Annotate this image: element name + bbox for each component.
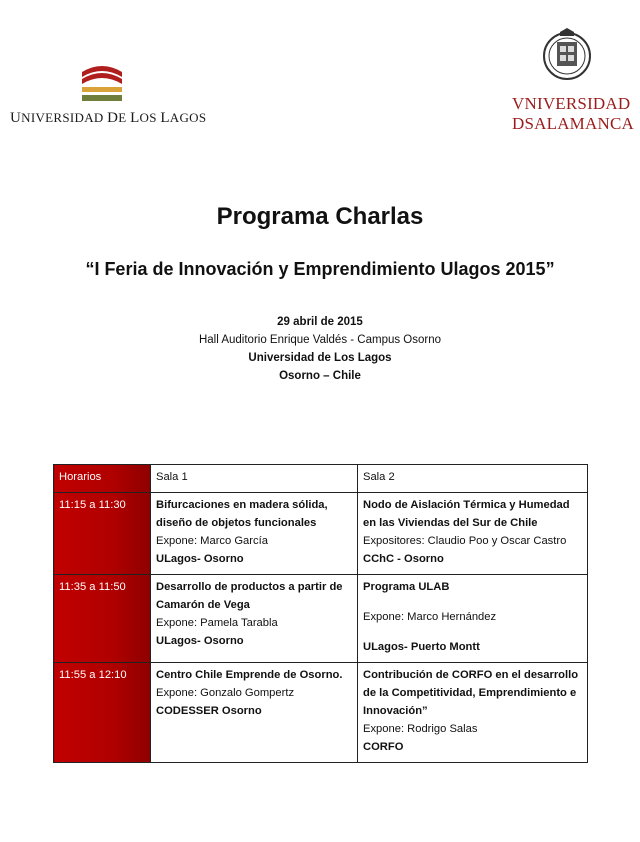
talk-speaker: Expone: Pamela Tarabla xyxy=(156,617,278,629)
time-cell: 11:55 a 12:10 xyxy=(54,663,151,763)
talk-title: Centro Chile Emprende de Osorno. xyxy=(156,669,343,681)
sala2-cell xyxy=(358,663,588,763)
table-row xyxy=(54,493,588,575)
talk-org: CORFO xyxy=(363,741,404,753)
talk-org: ULagos- Puerto Montt xyxy=(363,641,480,653)
table-header-row xyxy=(54,465,588,493)
sala2-cell xyxy=(358,575,588,663)
usal-seal-icon xyxy=(542,28,592,82)
talk-speaker: Expositores: Claudio Poo y Oscar Castro xyxy=(363,535,567,547)
page-title: Programa Charlas xyxy=(216,203,424,230)
talk-org: ULagos- Osorno xyxy=(156,553,244,565)
talk-speaker: Expone: Rodrigo Salas xyxy=(363,723,478,735)
event-info xyxy=(0,313,640,385)
sala2-cell xyxy=(358,493,588,575)
talk-title: Bifurcaciones en madera sólida, diseño de objetos funcionales xyxy=(156,499,328,529)
talk-speaker: Expone: Marco García xyxy=(156,535,268,547)
header-sala-1: Sala 1 xyxy=(151,465,358,493)
talk-title: Nodo de Aislación Térmica y Humedad en las Viviendas del Sur de Chile xyxy=(363,499,570,529)
sala1-cell xyxy=(151,575,358,663)
sala1-cell xyxy=(151,663,358,763)
talk-org: CChC - Osorno xyxy=(363,553,444,565)
time-cell: 11:15 a 11:30 xyxy=(54,493,151,575)
usal-name: VNIVERSIDAD DSALAMANCA xyxy=(512,94,634,133)
ulagos-flag-icon xyxy=(78,62,126,106)
event-venue: Hall Auditorio Enrique Valdés - Campus Osorno xyxy=(198,334,442,346)
time-cell: 11:35 a 11:50 xyxy=(54,575,151,663)
event-subtitle: “I Feria de Innovación y Emprendimiento Ulagos 2015” xyxy=(85,259,555,279)
event-date: 29 abril de 2015 xyxy=(277,316,363,328)
talk-org: ULagos- Osorno xyxy=(156,635,244,647)
event-city: Osorno – Chile xyxy=(279,370,361,382)
talk-title: Contribución de CORFO en el desarrollo de la Competitividad, Emprendimiento e Innovación” xyxy=(363,669,579,717)
talk-title: Programa ULAB xyxy=(363,581,450,593)
talk-speaker: Expone: Gonzalo Gompertz xyxy=(156,687,295,699)
talk-title: Desarrollo de productos a partir de Camarón de Vega xyxy=(156,581,343,611)
ulagos-name: UNIVERSIDAD DE LOS LAGOS xyxy=(10,110,207,126)
talk-speaker: Expone: Marco Hernández xyxy=(363,611,497,623)
table-row xyxy=(54,575,588,663)
talk-org: CODESSER Osorno xyxy=(156,705,262,717)
header-horarios: Horarios xyxy=(54,465,151,493)
schedule-table xyxy=(53,464,588,763)
header-sala-2: Sala 2 xyxy=(358,465,588,493)
sala1-cell xyxy=(151,493,358,575)
event-university: Universidad de Los Lagos xyxy=(248,352,392,364)
table-row xyxy=(54,663,588,763)
